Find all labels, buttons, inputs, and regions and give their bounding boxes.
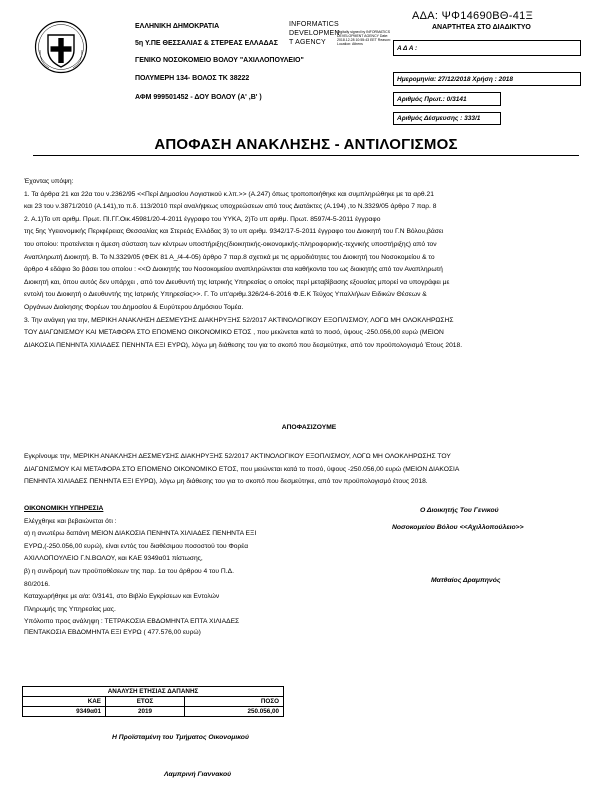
header-line: ΑΦΜ 999501452 - ΔΟΥ ΒΟΛΟΥ (Α' ,Β' ) [135, 94, 262, 101]
header-line: 5η Υ.ΠΕ ΘΕΣΣΑΛΙΑΣ & ΣΤΕΡΕΑΣ ΕΛΛΑΔΑΣ [135, 40, 278, 47]
decision-line: Εγκρίνουμε την, ΜΕΡΙΚΗ ΑΝΑΚΛΗΣΗ ΔΕΣΜΕΥΣΗΣ ΔΙΑΚΗΡΥΞΗΣ 52/2017 ΑΚΤΙΝΟΛΟΓΙΚΟΥ ΕΞΟΠΛΙΣΜΟΥ, ΛΟΓΩ ΜΗ ΟΛΟΚΛΗΡΩΣΗΣ ΤΟΥ [24, 453, 451, 460]
expense-table-wrap [22, 686, 284, 717]
greek-emblem-icon [34, 20, 88, 74]
item-1-line: 1. Τα άρθρα 21 και 22α του ν.2362/95 <<Περί Δημοσίου Λογιστικού κ.λπ.>> (Α.247) όπως τροποποιήθηκε και συμπληρώθηκε με τα αρθ.21 [24, 190, 434, 198]
table-cell-amount: 250.056,00 [185, 707, 284, 717]
item-2-line: Αναπληρωτή Διοικητή. Β. Το Ν.3329/05 (ΦΕΚ 81 Α_/4-4-05) άρθρο 7 παρ.8 σχετικά με τις αρμοδιότητες του Διοικητή του Νοσοκομείου & το [24, 253, 435, 261]
finance-title: ΟΙΚΟΝΟΜΙΚΗ ΥΠΗΡΕΣΙΑ [24, 505, 104, 512]
director-role-hospital: Νοσοκομείου Βόλου <<Αχιλλοπούλειο>> [392, 524, 524, 531]
signer-line: DEVELOPMEN [289, 30, 340, 37]
decision-line: ΔΙΑΓΩΝΙΣΜΟΥ ΚΑΙ ΜΕΤΑΦΟΡΑ ΣΤΟ ΕΠΟΜΕΝΟ ΟΙΚΟΝΟΜΙΚΟ ΕΤΟΣ, που μειώνεται κατά το ποσό, ύψους -250.056,00 ευρώ (ΜΕΙΟΝ ΔΙΑΚΟΣΙΑ [24, 465, 460, 473]
date-box: Ημερομηνία: 27/12/2018 Χρήση : 2018 [393, 72, 581, 86]
item-2-line: άρθρο 4 εδάφιο 3ο βάσει του οποίου : <<Ο Διοικητής του Νοσοκομείου αναπληρώνεται στα καθήκοντα του ως διοικητής από τον Αναπληρωτή [24, 266, 443, 274]
finance-section [24, 503, 284, 637]
document-title: ΑΠΟΦΑΣΗ ΑΝΑΚΛΗΣΗΣ - ΑΝΤΙΛΟΓΙΣΜΟΣ [154, 136, 458, 153]
finance-head-name: Λαμπρινή Γιαννακού [164, 771, 232, 778]
finance-line: ΠΕΝΤΑΚΟΣΙΑ ΕΒΔΟΜΗΝΤΑ ΕΞΙ ΕΥΡΩ ( 477.576,00 ευρώ) [24, 628, 201, 636]
finance-line: Καταχωρήθηκε με α/α: 0/3141, στο Βιβλίο Εγκρίσεων και Εντολών [24, 593, 220, 601]
item-1-line: και 23 του ν.3871/2010 (Α.141),το π.δ. 113/2010 περί αναλήψεως υποχρεώσεων από τους Διατάκτες (Α.194) ,το Ν.3329/05 άρθρο 7 παρ. 8 [24, 203, 437, 211]
title-underline [33, 155, 579, 156]
item-2-line: Διοικητή και, όπου αυτός δεν υπάρχει , από τον Διευθυντή της Ιατρικής Υπηρεσίας ο οποίος περί μεταβίβασης εξουσίας μπορεί να υπογράφει με [24, 278, 450, 286]
protocol-box: Αριθμός Πρωτ.: 0/3141 [393, 92, 501, 106]
considering-label: Έχοντας υπόψη: [24, 178, 74, 185]
column-header-amount: ΠΟΣΟ [185, 697, 284, 707]
finance-line: ΕΥΡΩ,(-250.056,00 ευρώ), είναι εντός του διαθέσιμου ποσοστού του Φορέα [24, 542, 249, 550]
column-header-kae: ΚΑΕ [23, 697, 106, 707]
item-3-line: 3. Την ανάγκη για την, ΜΕΡΙΚΗ ΑΝΑΚΛΗΣΗ ΔΕΣΜΕΥΣΗΣ ΔΙΑΚΗΡΥΞΗΣ 52/2017 ΑΚΤΙΝΟΛΟΓΙΚΟΥ ΕΞΟΠΛΙΣΜΟΥ, ΛΟΓΩ ΜΗ ΟΛΟΚΛΗΡΩΣΗΣ [24, 316, 454, 324]
commitment-box: Αριθμός Δέσμευσης : 333/1 [393, 112, 501, 125]
column-header-year: ΕΤΟΣ [106, 697, 185, 707]
post-online-label: ΑΝΑΡΤΗΤΕΑ ΣΤΟ ΔΙΑΔΙΚΤΥΟ [432, 24, 531, 31]
decision-text [24, 451, 594, 489]
signature-details-text: Digitally signed by INFORMATICS DEVELOPMENT AGENCY Date: 2018.12.28 10:55:43 EET Reason: Location: Athens [337, 30, 391, 46]
finance-line: 80/2016. [24, 580, 51, 588]
item-2-line: του οποίου: προτείνεται η άμεση σύσταση των κέντρων υποστήριξης(διοικητικής-οικονομικής-πληροφορικής-τεχνικής υποστήριξης) από τον [24, 240, 437, 248]
finance-line: ΑΧΙΛΛΟΠΟΥΛΕΙΟ Γ.Ν.ΒΟΛΟΥ, και ΚΑΕ 9349α01 πίστωσης, [24, 555, 203, 563]
item-2-line: εντολή του Διοικητή ο Διευθυντής της Ιατρικής Υπηρεσίας>>. Γ. Το υπ'αριθμ.326/24-6-2016 Φ.Ε.Κ Τεύχος Υπαλλήλων Ειδικών Θέσεων & [24, 291, 427, 299]
annual-expense-table [22, 686, 284, 717]
header-line: ΓΕΝΙΚΟ ΝΟΣΟΚΟΜΕΙΟ ΒΟΛΟΥ "ΑΧΙΛΛΟΠΟΥΛΕΙΟ" [135, 57, 304, 64]
ada-box: Α Δ Α : [393, 40, 581, 56]
considering-section [24, 176, 594, 352]
digital-signature-stamp [289, 20, 340, 47]
signature-details [337, 30, 392, 46]
signer-line: INFORMATICS [289, 21, 339, 28]
finance-line: Πληρωμής της Υπηρεσίας μας. [24, 605, 116, 613]
finance-line: α) η ανωτέρω δαπάνη ΜΕΙΟΝ ΔΙΑΚΟΣΙΑ ΠΕΝΗΝΤΑ ΧΙΛΙΑΔΕΣ ΠΕΝΗΝΤΑ ΕΞΙ [24, 530, 257, 538]
decision-heading: ΑΠΟΦΑΣΙΖΟΥΜΕ [281, 424, 337, 431]
signer-line: T AGENCY [289, 39, 326, 46]
finance-head-role: Η Προϊσταμένη του Τμήματος Οικονομικού [112, 734, 249, 741]
header-line: ΕΛΛΗΝΙΚΗ ΔΗΜΟΚΡΑΤΙΑ [135, 23, 220, 30]
director-name: Ματθαίος Δραμπηνός [431, 577, 501, 584]
table-cell-kae: 9349α01 [23, 707, 106, 717]
item-3-line: ΤΟΥ ΔΙΑΓΩΝΙΣΜΟΥ ΚΑΙ ΜΕΤΑΦΟΡΑ ΣΤΟ ΕΠΟΜΕΝΟ ΟΙΚΟΝΟΜΙΚΟ ΕΤΟΣ , που μειώνεται κατά το ποσό, ύψους -250.056,00 ευρώ (ΜΕΙΟΝ [24, 329, 444, 337]
item-3-line: ΔΙΑΚΟΣΙΑ ΠΕΝΗΝΤΑ ΧΙΛΙΑΔΕΣ ΠΕΝΗΝΤΑ ΕΞΙ ΕΥΡΩ), λόγω μη διάθεσης του για το σκοπό που δεσμεύτηκε, από τον προϋπολογισμό Έτους 2018. [24, 341, 463, 349]
header-line: ΠΟΛΥΜΕΡΗ 134- ΒΟΛΟΣ ΤΚ 38222 [135, 75, 250, 82]
finance-line: β) η συνδρομή των προϋποθέσεων της παρ. 1α του άρθρου 4 του Π.Δ. [24, 567, 234, 575]
director-role: Ο Διοικητής Του Γενικού [420, 507, 499, 514]
table-title: ΑΝΑΛΥΣΗ ΕΤΗΣΙΑΣ ΔΑΠΑΝΗΣ [23, 687, 284, 697]
finance-line: Υπόλοιπο προς ανάληψη : ΤΕΤΡΑΚΟΣΙΑ ΕΒΔΟΜΗΝΤΑ ΕΠΤΑ ΧΙΛΙΑΔΕΣ [24, 618, 240, 626]
item-2-line: Οργάνων Διοίκησης Φορέων του Δημοσίου & Ευρύτερου Δημόσιου Τομέα. [24, 303, 244, 311]
ada-code: ΑΔΑ: ΨΦ14690ΒΘ-41Ξ [412, 10, 534, 22]
finance-line: Ελέγχθηκε και βεβαιώνεται ότι : [24, 517, 117, 525]
table-row [23, 707, 284, 717]
item-2-line: της 5ης Υγειονομικής Περιφέρειας Θεσσαλίας και Στερεάς Ελλάδας 3) το υπ αριθμ. 9342/17-5-2011 έγγραφο του Διοικητή του Γ.Ν Βόλου,βάσει [24, 228, 444, 236]
table-cell-year: 2019 [106, 707, 185, 717]
item-2-line: 2. Α.1)Το υπ αριθμ. Πρωτ. ΠΙ.ΓΓ.Οικ.45981/20-4-2011 έγγραφο του ΥΥΚΑ, 2)Το υπ αριθμ. Πρωτ. 8597/4-5-2011 έγγραφο [24, 215, 381, 223]
decision-line: ΠΕΝΗΝΤΑ ΧΙΛΙΑΔΕΣ ΠΕΝΗΝΤΑ ΕΞΙ ΕΥΡΩ), λόγω μη διάθεσης του για το σκοπό που δεσμεύτηκε, από τον προϋπολογισμό έτους 2018. [24, 478, 428, 486]
